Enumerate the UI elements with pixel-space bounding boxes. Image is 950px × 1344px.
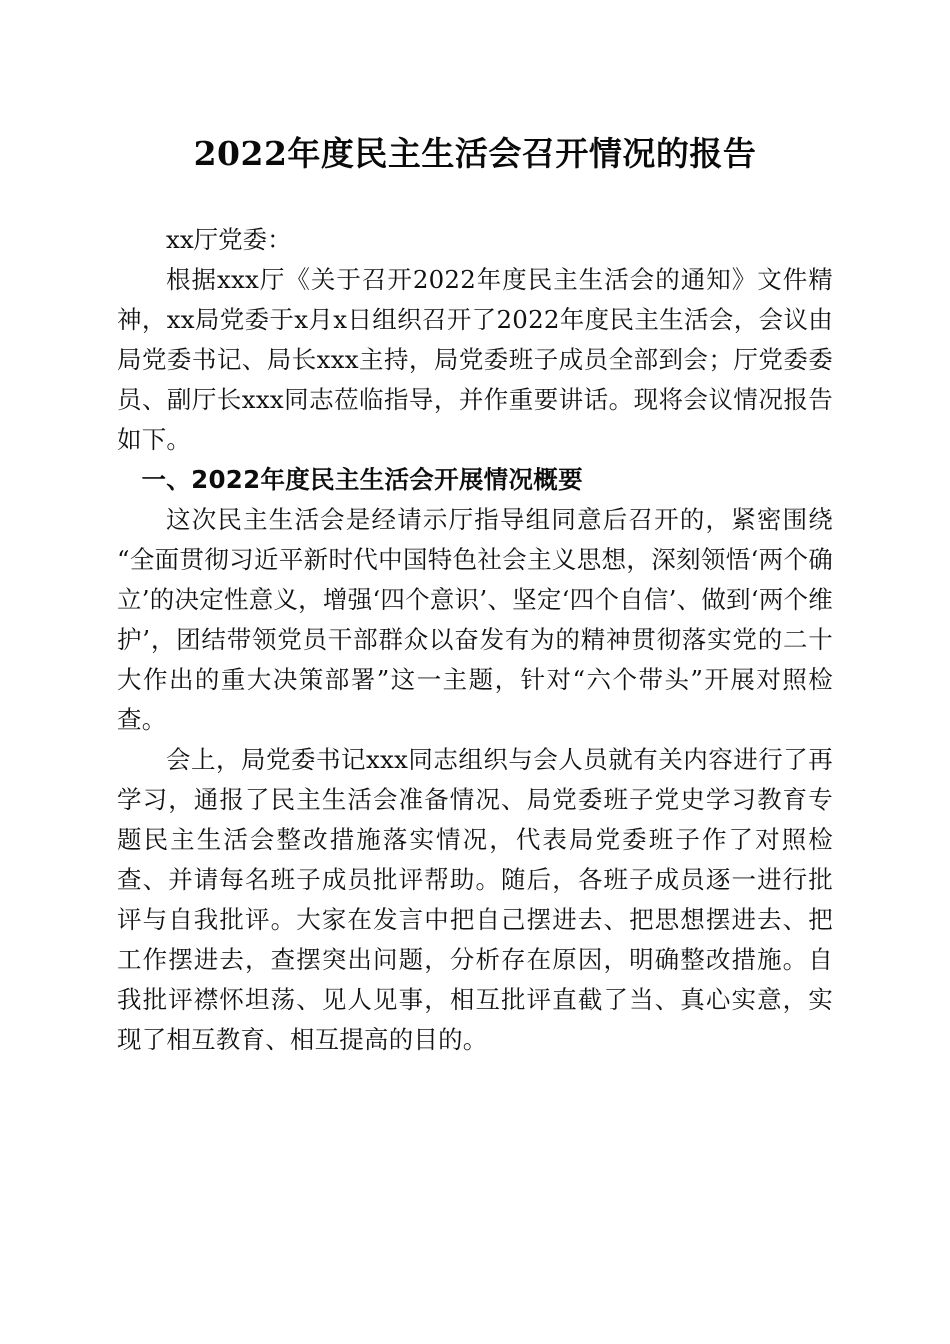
section-heading-1: 一、2022年度民主生活会开展情况概要 bbox=[141, 465, 583, 494]
page-title: 2022年度民主生活会召开情况的报告 bbox=[193, 134, 757, 173]
salutation-line: xx厅党委： bbox=[166, 225, 292, 254]
document-body bbox=[117, 0, 833, 1060]
paragraph-intro: 根据xxx厅《关于召开2022年度民主生活会的通知》文件精神，xx局党委于x月x日组织召开了2022年度民主生活会，会议由局党委书记、局长xxx主持，局党委班子成员全部到会；厅党委委员、副厅长xxx同志莅临指导，并作重要讲话。现将会议情况报告如下。 bbox=[117, 265, 833, 454]
paragraph-theme: 这次民主生活会是经请示厅指导组同意后召开的，紧密围绕“全面贯彻习近平新时代中国特色社会主义思想，深刻领悟‘两个确立’的决定性意义，增强‘四个意识’、坚定‘四个自信’、做到‘两个维护’，团结带领党员干部群众以奋发有为的精神贯彻落实党的二十大作出的重大决策部署”这一主题，针对“六个带头”开展对照检查。 bbox=[117, 505, 833, 734]
paragraph-proceedings: 会上，局党委书记xxx同志组织与会人员就有关内容进行了再学习，通报了民主生活会准备情况、局党委班子党史学习教育专题民主生活会整改措施落实情况，代表局党委班子作了对照检查、并请每名班子成员批评帮助。随后，各班子成员逐一进行批评与自我批评。大家在发言中把自己摆进去、把思想摆进去、把工作摆进去，查摆突出问题，分析存在原因，明确整改措施。自我批评襟怀坦荡、见人见事，相互批评直截了当、真心实意，实现了相互教育、相互提高的目的。 bbox=[117, 745, 833, 1054]
